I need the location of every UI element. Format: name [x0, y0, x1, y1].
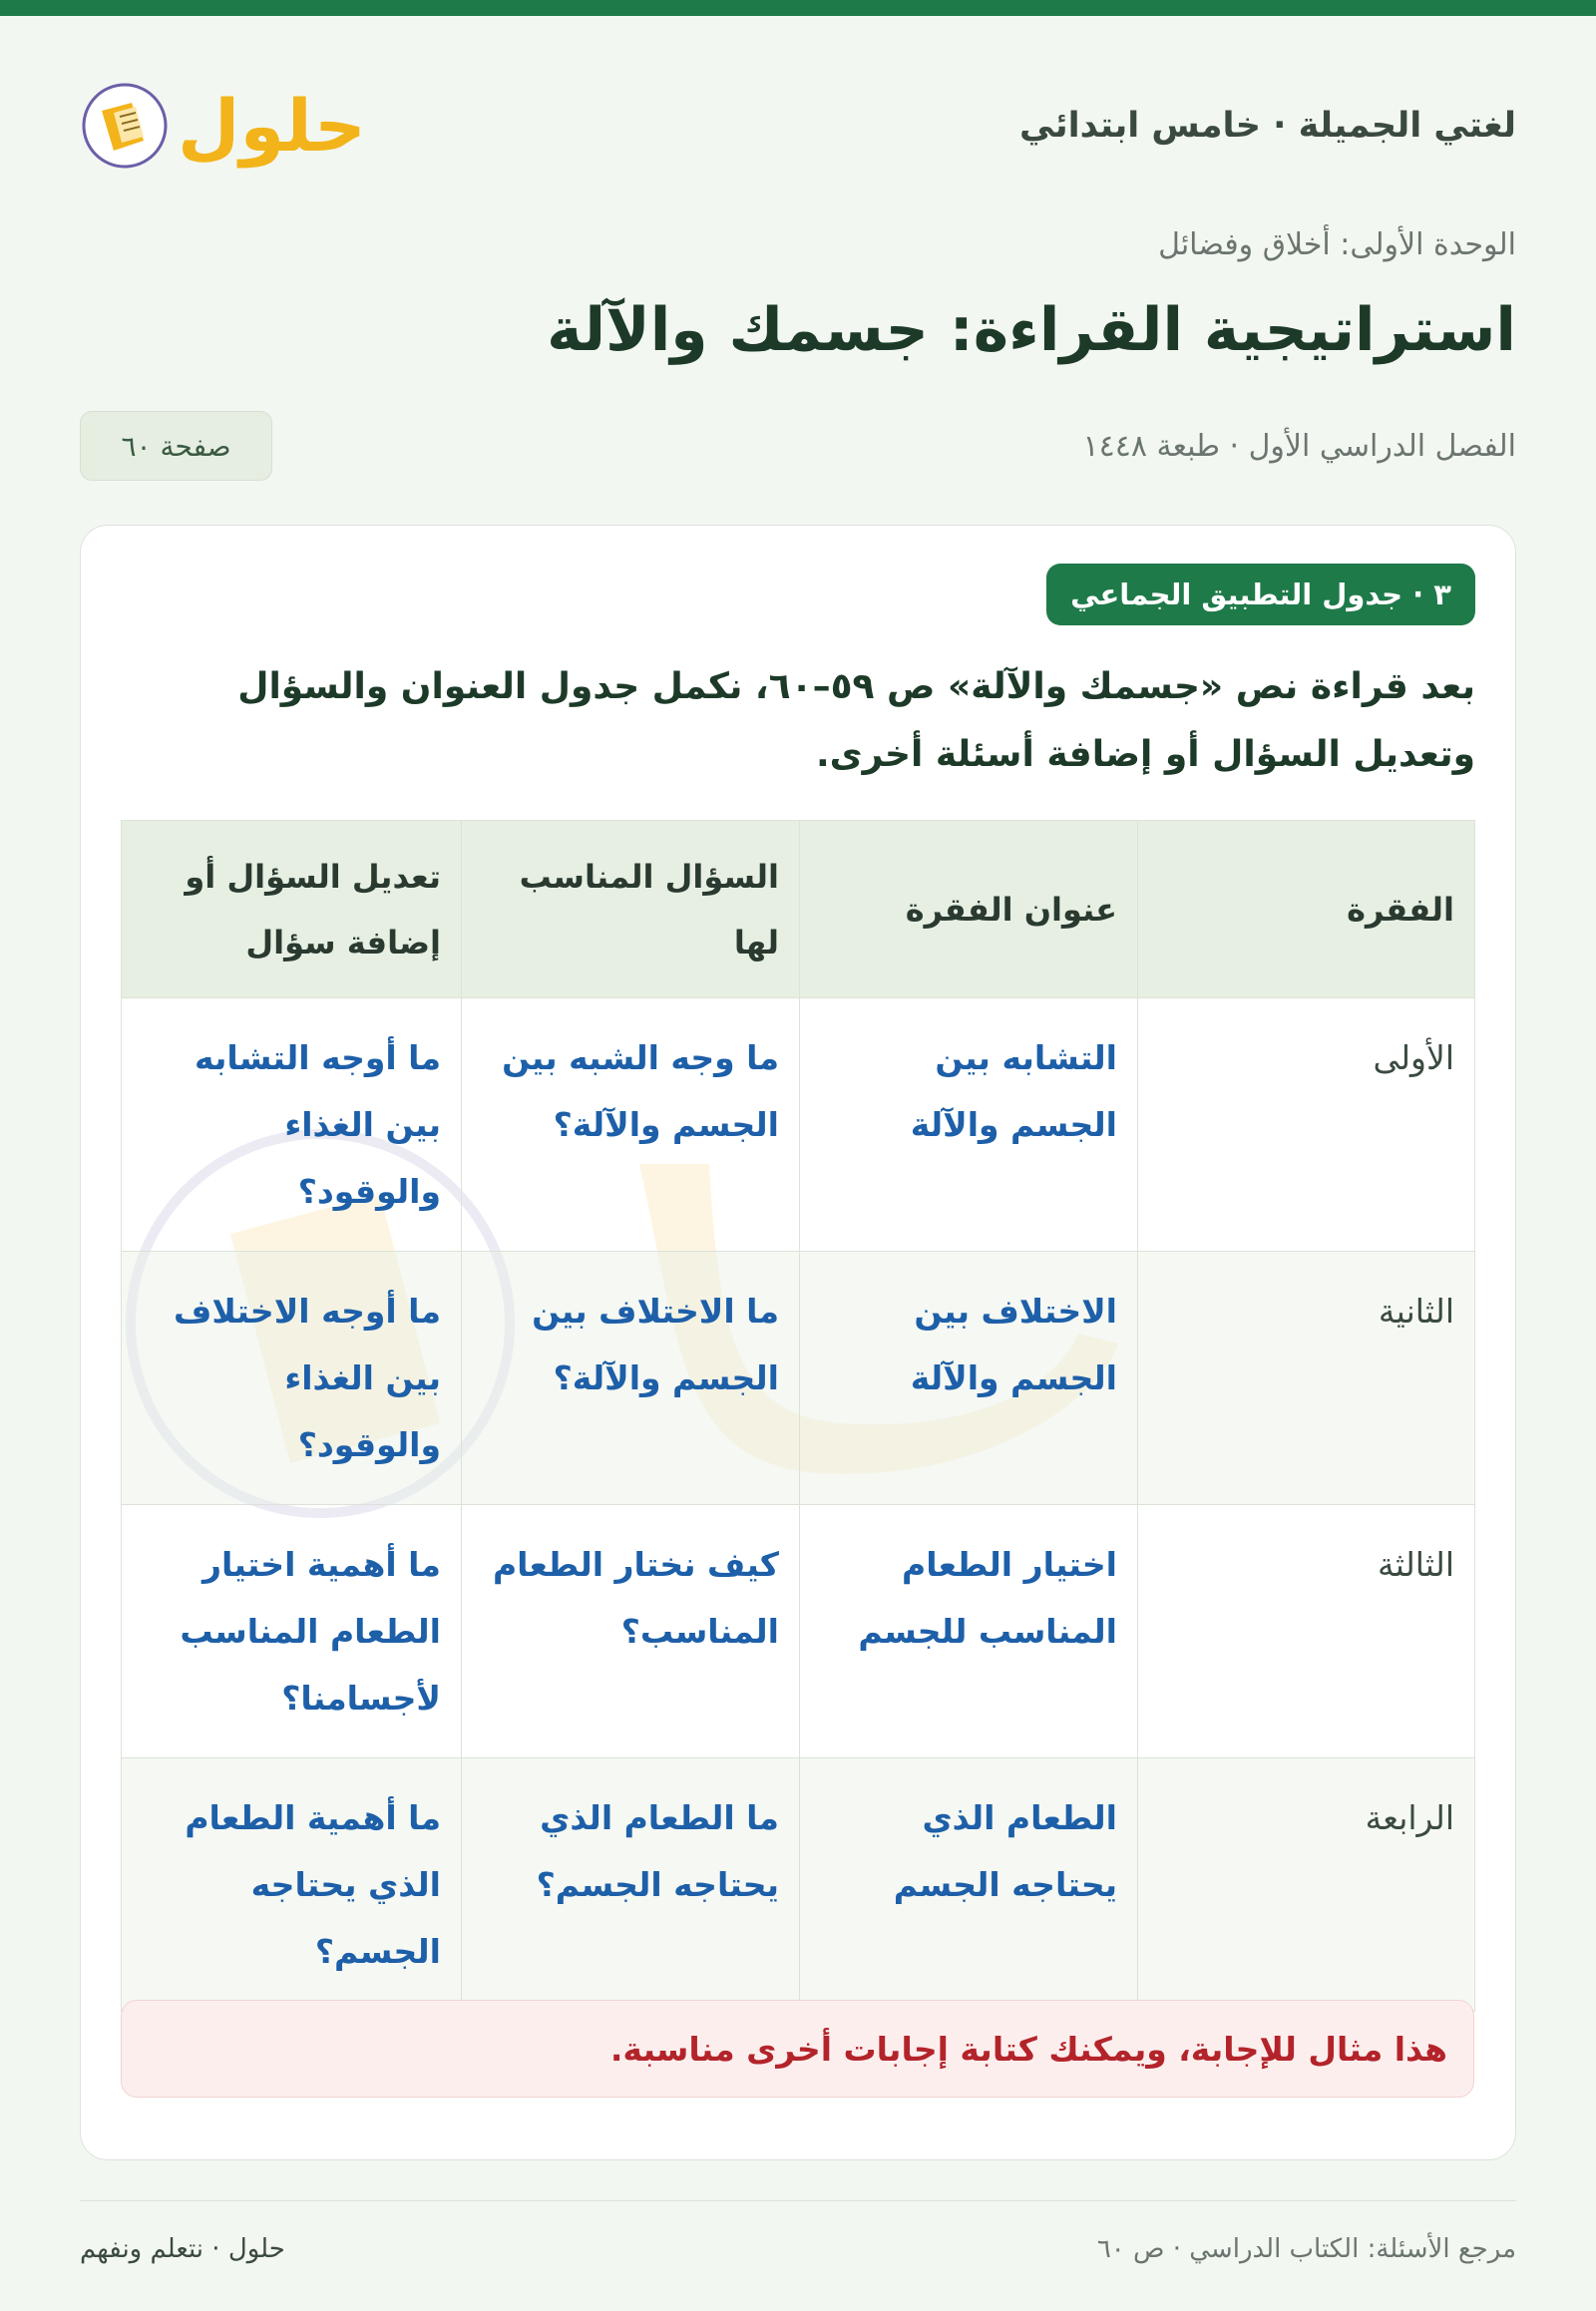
paragraph-cell: الرابعة [1138, 1758, 1475, 2012]
title-answer-cell: الاختلاف بين الجسم والآلة [800, 1252, 1138, 1505]
modified-answer-cell: ما أهمية اختيار الطعام المناسب لأجسامنا؟ [122, 1505, 462, 1758]
question-answer-cell: ما الاختلاف بين الجسم والآلة؟ [462, 1252, 800, 1505]
top-accent-bar [0, 0, 1596, 16]
modified-answer-cell: ما أوجه الاختلاف بين الغذاء والوقود؟ [122, 1252, 462, 1505]
page-header [80, 66, 1516, 186]
paragraph-cell: الأولى [1138, 998, 1475, 1252]
book-title: لغتي الجميلة · خامس ابتدائي [1019, 106, 1516, 146]
paragraph-cell: الثانية [1138, 1252, 1475, 1505]
title-answer-cell: اختيار الطعام المناسب للجسم [800, 1505, 1138, 1758]
site-logo[interactable] [80, 66, 366, 186]
answers-table [121, 820, 1475, 2012]
section-badge: ٣ · جدول التطبيق الجماعي [1046, 564, 1475, 625]
footer-divider [80, 2200, 1516, 2201]
column-header-title: عنوان الفقرة [800, 821, 1138, 998]
content-card [80, 525, 1516, 2160]
modified-answer-cell: ما أوجه التشابه بين الغذاء والوقود؟ [122, 998, 462, 1252]
column-header-paragraph: الفقرة [1138, 821, 1475, 998]
table-header-row [122, 821, 1475, 998]
footer-reference: مرجع الأسئلة: الكتاب الدراسي · ص ٦٠ [1096, 2234, 1516, 2264]
question-answer-cell: ما وجه الشبه بين الجسم والآلة؟ [462, 998, 800, 1252]
title-answer-cell: التشابه بين الجسم والآلة [800, 998, 1138, 1252]
instructions-text: بعد قراءة نص «جسمك والآلة» ص ٥٩–٦٠، نكمل جدول العنوان والسؤال وتعديل السؤال أو إضافة أسئلة أخرى. [237, 666, 1475, 775]
question-answer-cell: ما الطعام الذي يحتاجه الجسم؟ [462, 1758, 800, 2012]
modified-answer-cell: ما أهمية الطعام الذي يحتاجه الجسم؟ [122, 1758, 462, 2012]
column-header-question: السؤال المناسب لها [462, 821, 800, 998]
logo-text: حلول [178, 84, 366, 168]
column-header-modified: تعديل السؤال أو إضافة سؤال [122, 821, 462, 998]
table-row [122, 1758, 1475, 2012]
table-row [122, 1505, 1475, 1758]
paragraph-cell: الثالثة [1138, 1505, 1475, 1758]
table-row [122, 1252, 1475, 1505]
semester-label: الفصل الدراسي الأول · طبعة ١٤٤٨ [1082, 429, 1516, 464]
page-number-badge: صفحة ٦٠ [80, 411, 272, 481]
footer-brand-link[interactable]: حلول · نتعلم ونفهم [80, 2234, 285, 2264]
question-answer-cell: كيف نختار الطعام المناسب؟ [462, 1505, 800, 1758]
title-answer-cell: الطعام الذي يحتاجه الجسم [800, 1758, 1138, 2012]
table-row [122, 998, 1475, 1252]
unit-label: الوحدة الأولى: أخلاق وفضائل [1158, 227, 1516, 262]
logo-emblem-icon [80, 81, 170, 171]
answer-note: هذا مثال للإجابة، ويمكنك كتابة إجابات أخرى مناسبة. [121, 2000, 1474, 2098]
page-title: استراتيجية القراءة: جسمك والآلة [547, 295, 1516, 365]
